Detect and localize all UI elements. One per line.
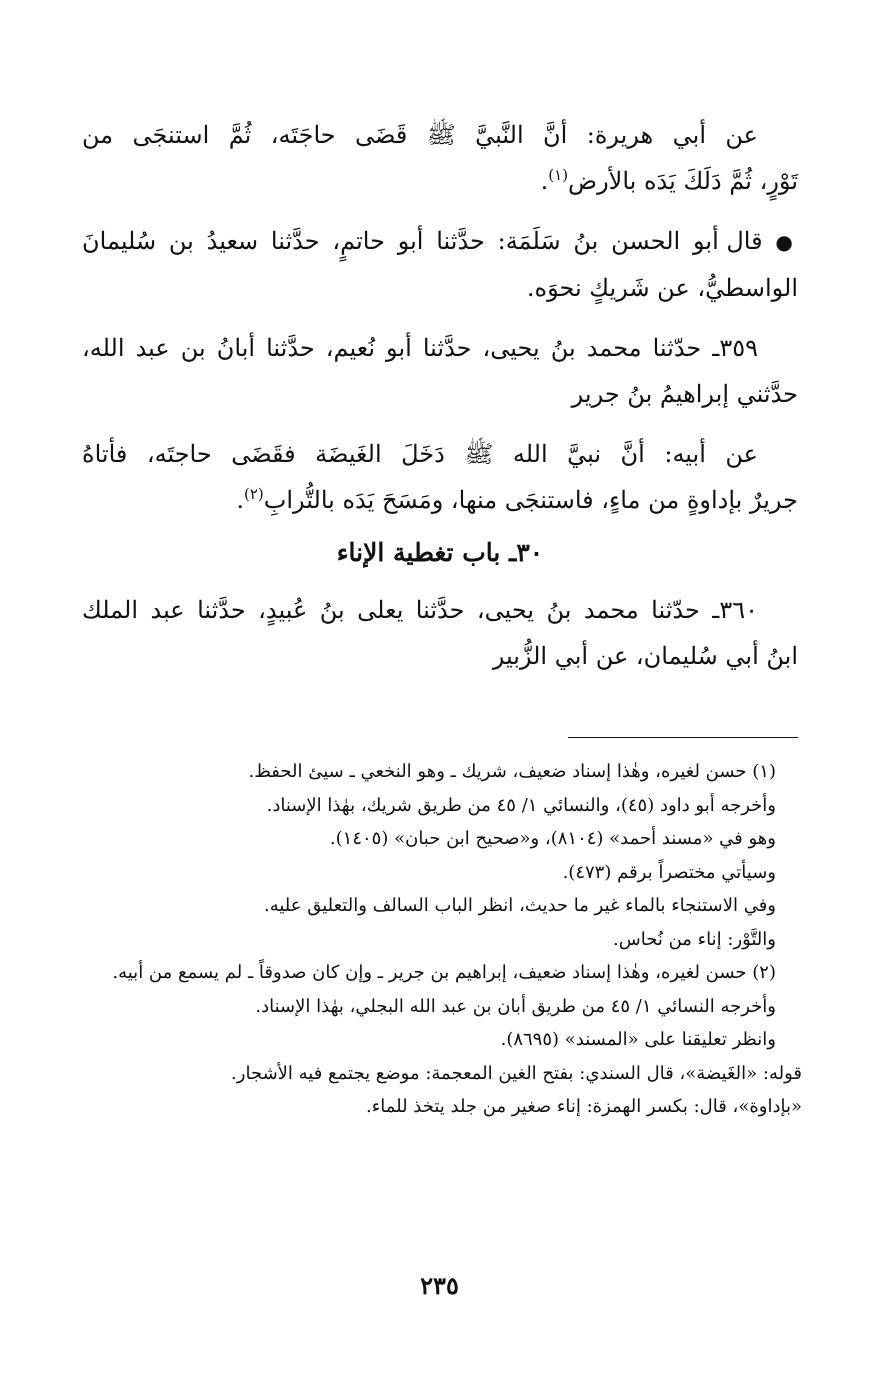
paragraph-1-line-1: عن أبي هريرة: أنَّ النَّبيَّ ﷺ قَضَى حاجَتَه، ثُمَّ استنجَى من [82, 121, 758, 149]
footnote-line: وأخرجه أبو داود (٤٥)، والنسائي ١/ ٤٥ من طريق شريك، بهٰذا الإسناد. [266, 794, 776, 816]
footnote-line: والتَّوْر: إناء من نُحاس. [613, 928, 776, 950]
hadith-360-line-2: ابنُ أبي سُليمان، عن أبي الزُّبير [492, 642, 798, 670]
paragraph-2-line-1 [82, 218, 798, 265]
footnote-line: وهو في «مسند أحمد» (٨١٠٤)، و«صحيح ابن حبان» (١٤٠٥). [329, 828, 776, 849]
chapter-heading: ٣٠ـ باب تغطية الإناء [336, 538, 544, 567]
paragraph-2-text: قال أبو الحسن بنُ سَلَمَة: حدَّثنا أبو حاتمٍ، حدَّثنا سعيدُ بن سُليمانَ [82, 227, 763, 255]
bullet-icon: ● [775, 230, 798, 254]
paragraph-1-text: تَوْرٍ، ثُمَّ دَلَكَ يَدَه بالأرض [568, 167, 798, 195]
footnote-line: وأخرجه النسائي ١/ ٤٥ من طريق أبان بن عبد الله البجلي، بهٰذا الإسناد. [255, 995, 776, 1017]
footnote-separator [568, 737, 798, 738]
page-number: ٢٣٥ [420, 1271, 459, 1300]
footnote-line: «بإداوة»، قال: بكسر الهمزة: إناء صغير من جلد يتخذ للماء. [366, 1096, 802, 1117]
footnote-ref-2: (٢) [244, 485, 264, 503]
footnote-line: (١) حسن لغيره، وهٰذا إسناد ضعيف، شريك ـ وهو النخعي ـ سيئ الحفظ. [248, 761, 776, 782]
footnotes [78, 755, 802, 1124]
paragraph-4-line-1: عن أبيه: أنَّ نبيَّ الله ﷺ دَخَلَ الغَيضَة فقَضَى حاجتَه، فأتاهُ [82, 440, 758, 468]
paragraph-4-text: جريرٌ بإداوةٍ من ماءٍ، فاستنجَى منها، ومَسَحَ يَدَه بالتُّرابِ [263, 486, 798, 514]
footnote-ref-1: (١) [548, 166, 569, 184]
footnote-line: وسيأتي مختصراً برقم (٤٧٣). [562, 861, 776, 883]
footnote-line: قوله: «الغَيضة»، قال السندي: بفتح الغين المعجمة: موضع يجتمع فيه الأشجار. [231, 1062, 802, 1084]
paragraph-4-end: . [236, 486, 244, 514]
paragraph-2-line-2: الواسطيُّ، عن شَريكٍ نحوَه. [526, 274, 798, 302]
footnote-line: وانظر تعليقنا على «المسند» (٨٦٩٥). [500, 1029, 776, 1050]
main-text [82, 112, 798, 679]
footnote-line: وفي الاستنجاء بالماء غير ما حديث، انظر الباب السالف والتعليق عليه. [264, 895, 776, 916]
footnote-line: (٢) حسن لغيره، وهٰذا إسناد ضعيف، إبراهيم بن جرير ـ وإن كان صدوقاً ـ لم يسمع من أبيه. [112, 962, 776, 983]
hadith-359-line-1: ٣٥٩ـ حدّثنا محمد بنُ يحيى، حدَّثنا أبو نُعيم، حدَّثنا أبانُ بن عبد الله، [82, 334, 758, 362]
hadith-359-line-2: حدَّثني إبراهيمُ بنُ جرير [571, 380, 798, 408]
paragraph-1-end: . [540, 167, 549, 195]
paragraph-4-line-2 [82, 477, 798, 523]
paragraph-1-line-2 [82, 158, 798, 204]
hadith-360-line-1: ٣٦٠ـ حدّثنا محمد بنُ يحيى، حدَّثنا يعلى بنُ عُبيدٍ، حدَّثنا عبد الملك [82, 596, 758, 624]
